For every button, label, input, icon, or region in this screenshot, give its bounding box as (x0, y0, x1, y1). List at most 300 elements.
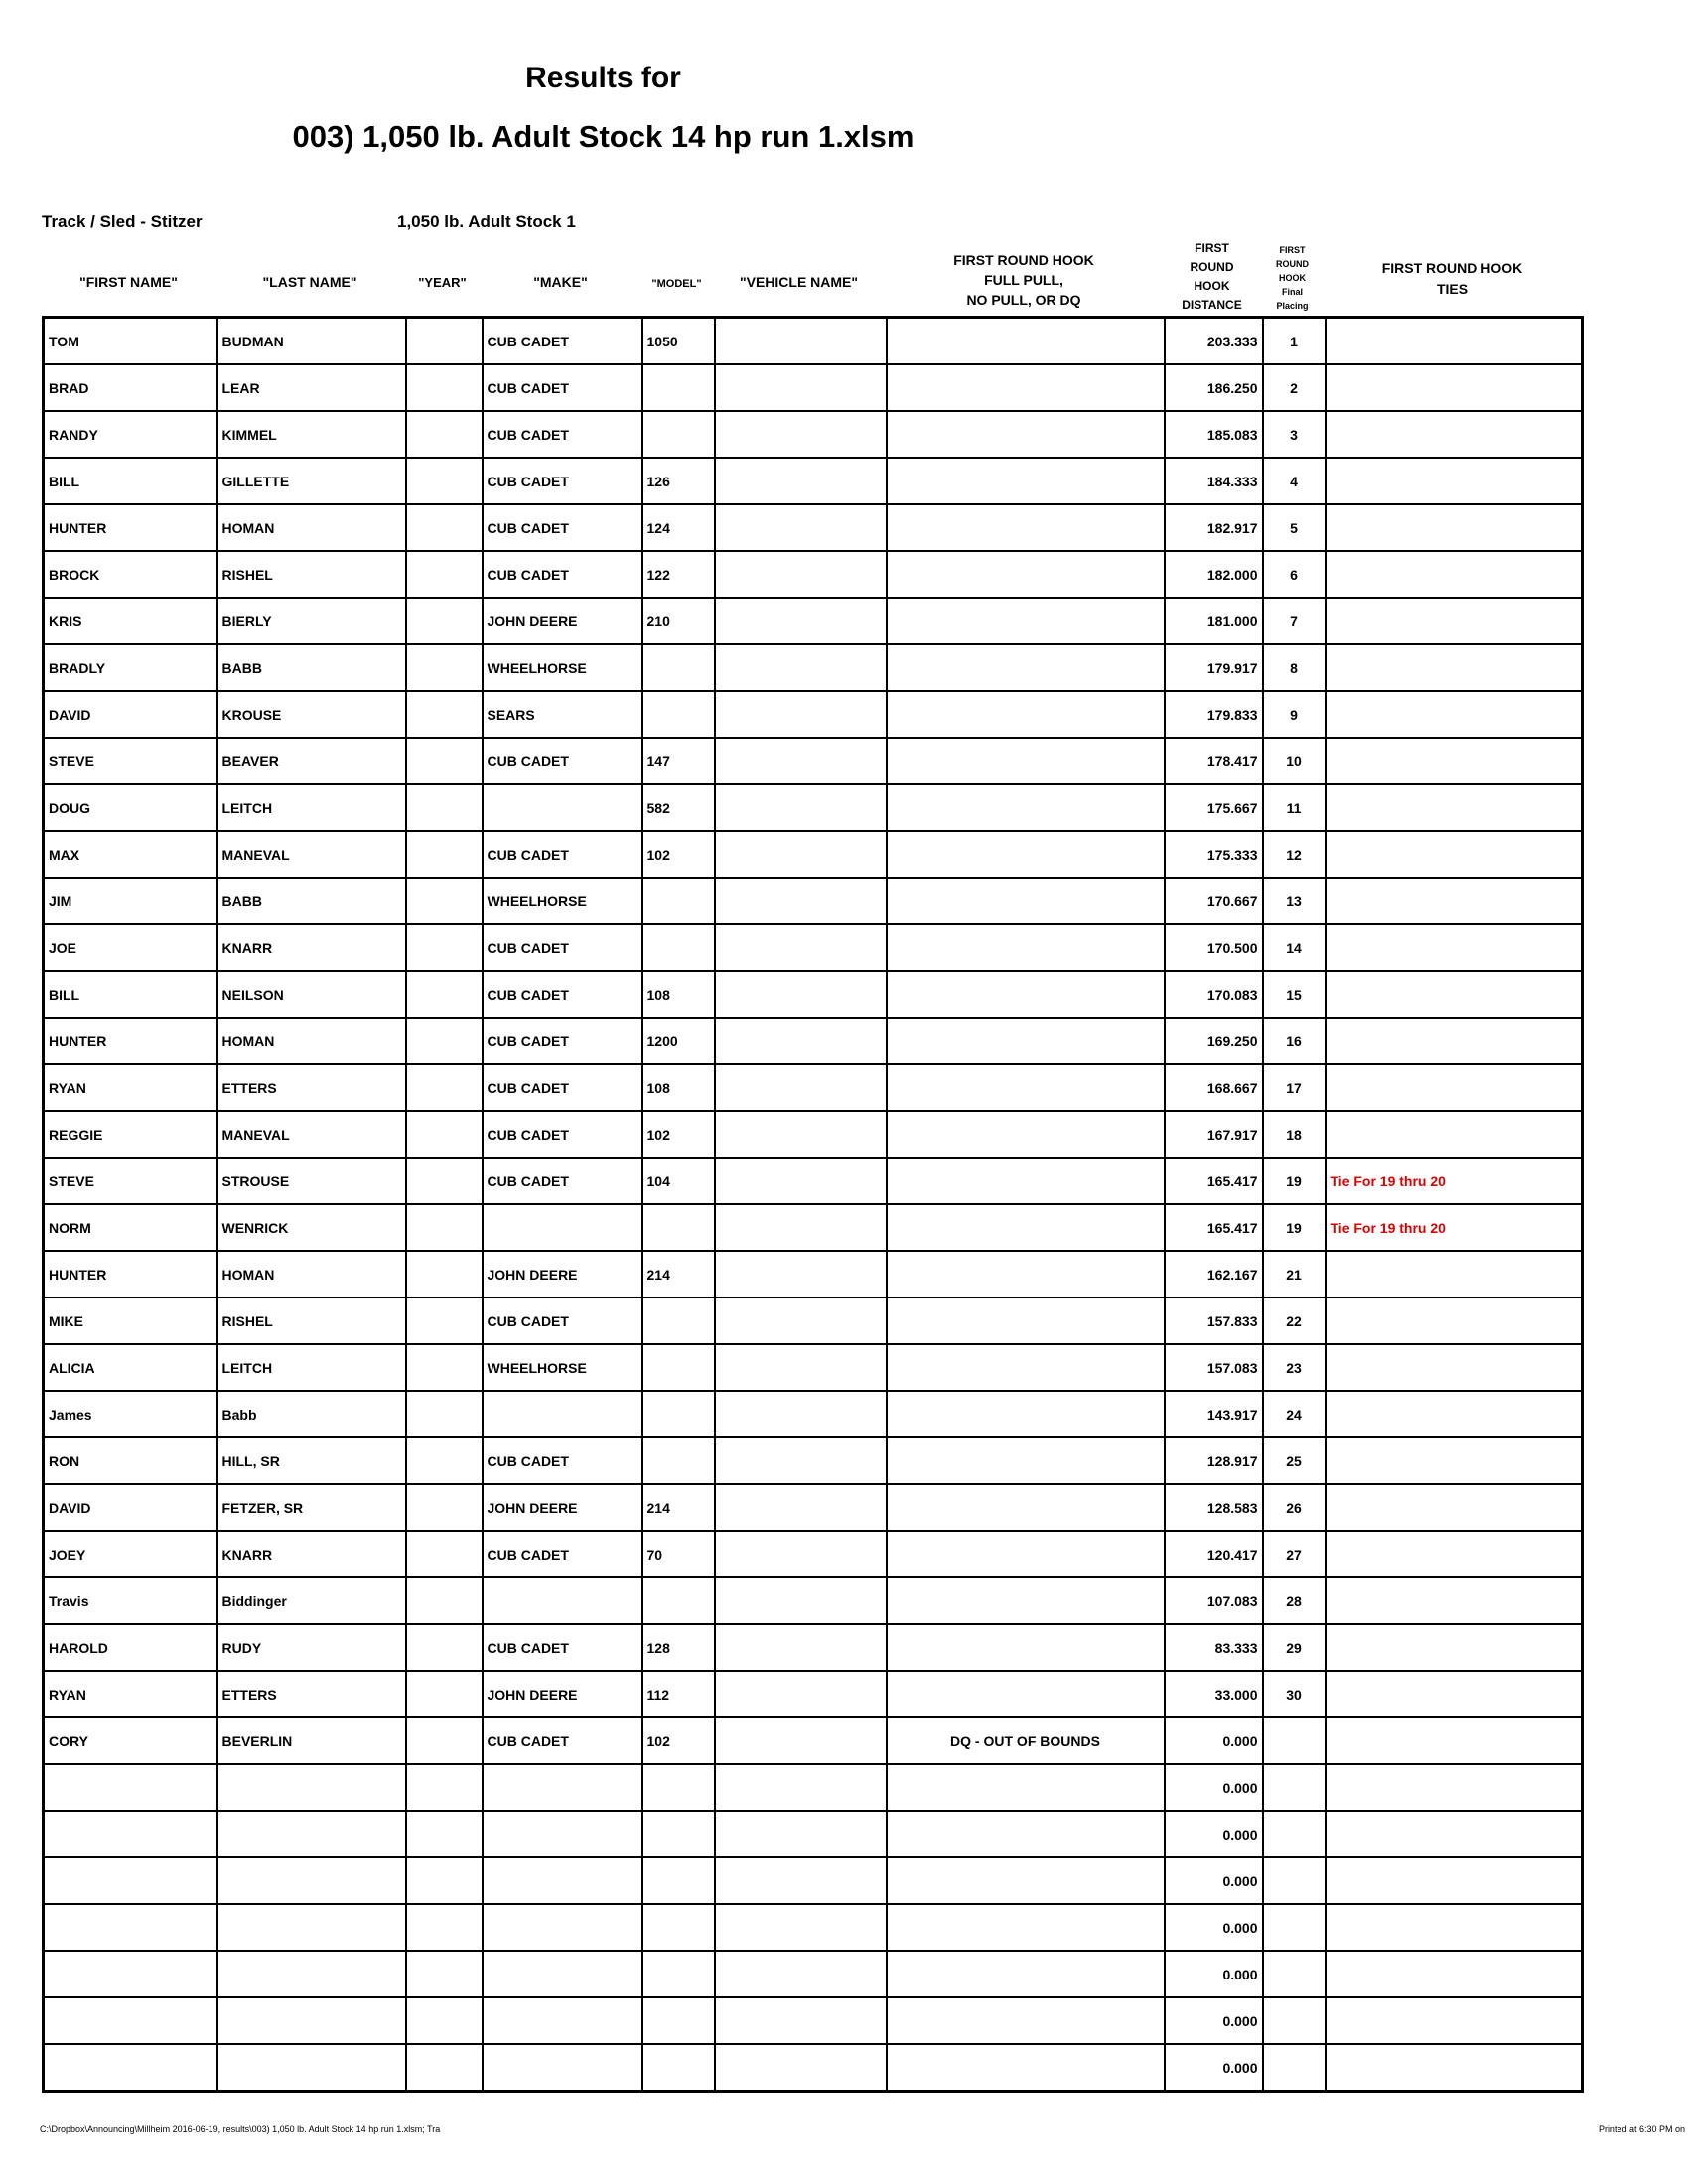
cell-place (1263, 1997, 1326, 2044)
cell-tie (1326, 411, 1583, 458)
cell-place (1263, 1904, 1326, 1951)
cell-place: 14 (1263, 924, 1326, 971)
cell-last: NEILSON (217, 971, 406, 1018)
table-row (44, 598, 1583, 644)
cell-tie (1326, 971, 1583, 1018)
cell-last: RUDY (217, 1624, 406, 1671)
cell-place: 27 (1263, 1531, 1326, 1577)
cell-model (642, 1577, 715, 1624)
cell-tie (1326, 1904, 1583, 1951)
cell-dist: 185.083 (1165, 411, 1263, 458)
cell-dist: 33.000 (1165, 1671, 1263, 1717)
cell-pull (887, 644, 1165, 691)
cell-first: RYAN (44, 1671, 217, 1717)
cell-pull (887, 1437, 1165, 1484)
cell-year (406, 1204, 483, 1251)
table-row (44, 644, 1583, 691)
cell-dist: 184.333 (1165, 458, 1263, 504)
cell-make: CUB CADET (483, 971, 642, 1018)
cell-last (217, 2044, 406, 2092)
cell-model (642, 1997, 715, 2044)
cell-place: 12 (1263, 831, 1326, 878)
cell-pull (887, 691, 1165, 738)
cell-last: BEAVER (217, 738, 406, 784)
cell-place: 9 (1263, 691, 1326, 738)
cell-last: HOMAN (217, 1251, 406, 1297)
cell-first: STEVE (44, 738, 217, 784)
cell-first (44, 1904, 217, 1951)
page-subtitle-filename: 003) 1,050 lb. Adult Stock 14 hp run 1.xlsm (292, 119, 914, 154)
cell-vehicle (715, 691, 887, 738)
cell-dist: 182.917 (1165, 504, 1263, 551)
cell-last: BABB (217, 644, 406, 691)
cell-first: JOEY (44, 1531, 217, 1577)
cell-last: GILLETTE (217, 458, 406, 504)
header-make: "MAKE" (533, 273, 588, 290)
cell-vehicle (715, 1297, 887, 1344)
cell-pull (887, 1531, 1165, 1577)
cell-year (406, 878, 483, 924)
header-distance (1163, 239, 1261, 315)
cell-vehicle (715, 458, 887, 504)
cell-first: KRIS (44, 598, 217, 644)
cell-last: HOMAN (217, 504, 406, 551)
cell-year (406, 644, 483, 691)
cell-dist: 162.167 (1165, 1251, 1263, 1297)
cell-dist: 179.833 (1165, 691, 1263, 738)
cell-year (406, 551, 483, 598)
cell-first: CORY (44, 1717, 217, 1764)
cell-make: CUB CADET (483, 1717, 642, 1764)
cell-tie (1326, 598, 1583, 644)
cell-model (642, 2044, 715, 2092)
cell-last (217, 1811, 406, 1857)
cell-first: BRAD (44, 364, 217, 411)
cell-vehicle (715, 504, 887, 551)
table-row (44, 1391, 1583, 1437)
cell-vehicle (715, 1577, 887, 1624)
cell-tie (1326, 1531, 1583, 1577)
cell-place: 7 (1263, 598, 1326, 644)
cell-model: 108 (642, 1064, 715, 1111)
cell-pull (887, 551, 1165, 598)
cell-vehicle (715, 318, 887, 365)
header-full-pull-line3: NO PULL, OR DQ (966, 292, 1081, 308)
cell-make (483, 1904, 642, 1951)
table-row (44, 1158, 1583, 1204)
cell-tie (1326, 318, 1583, 365)
cell-pull (887, 1391, 1165, 1437)
table-row (44, 1064, 1583, 1111)
cell-year (406, 1857, 483, 1904)
cell-first: DAVID (44, 1484, 217, 1531)
cell-place: 30 (1263, 1671, 1326, 1717)
cell-year (406, 738, 483, 784)
table-row (44, 1577, 1583, 1624)
cell-place: 16 (1263, 1018, 1326, 1064)
cell-tie: Tie For 19 thru 20 (1326, 1204, 1583, 1251)
cell-make (483, 1857, 642, 1904)
table-row (44, 1111, 1583, 1158)
cell-vehicle (715, 1251, 887, 1297)
cell-tie (1326, 2044, 1583, 2092)
cell-last (217, 1951, 406, 1997)
cell-year (406, 1251, 483, 1297)
cell-last: HOMAN (217, 1018, 406, 1064)
cell-first: JOE (44, 924, 217, 971)
cell-tie (1326, 1811, 1583, 1857)
header-model: "MODEL" (651, 277, 702, 290)
cell-first (44, 1811, 217, 1857)
cell-model (642, 1857, 715, 1904)
cell-pull (887, 924, 1165, 971)
cell-last: RISHEL (217, 1297, 406, 1344)
cell-tie (1326, 1251, 1583, 1297)
cell-pull (887, 598, 1165, 644)
cell-first (44, 1951, 217, 1997)
cell-year (406, 411, 483, 458)
table-row (44, 1018, 1583, 1064)
cell-tie (1326, 1624, 1583, 1671)
table-row (44, 411, 1583, 458)
cell-dist: 167.917 (1165, 1111, 1263, 1158)
table-row (44, 924, 1583, 971)
cell-make: CUB CADET (483, 1437, 642, 1484)
cell-vehicle (715, 1671, 887, 1717)
cell-vehicle (715, 1437, 887, 1484)
cell-pull (887, 1111, 1165, 1158)
cell-model: 102 (642, 1717, 715, 1764)
cell-model: 102 (642, 1111, 715, 1158)
cell-model (642, 1344, 715, 1391)
cell-tie (1326, 878, 1583, 924)
cell-model (642, 1204, 715, 1251)
cell-pull (887, 1204, 1165, 1251)
cell-vehicle (715, 1904, 887, 1951)
cell-last (217, 1997, 406, 2044)
cell-year (406, 1391, 483, 1437)
cell-make: CUB CADET (483, 364, 642, 411)
cell-make: CUB CADET (483, 831, 642, 878)
cell-first: REGGIE (44, 1111, 217, 1158)
cell-vehicle (715, 1531, 887, 1577)
cell-first: RANDY (44, 411, 217, 458)
header-vehicle-name: "VEHICLE NAME" (739, 273, 859, 290)
header-placing-line2: ROUND (1276, 259, 1309, 269)
cell-dist: 170.500 (1165, 924, 1263, 971)
cell-make: CUB CADET (483, 1111, 642, 1158)
cell-dist: 157.833 (1165, 1297, 1263, 1344)
cell-first: RYAN (44, 1064, 217, 1111)
cell-vehicle (715, 1064, 887, 1111)
cell-first (44, 1764, 217, 1811)
cell-last: Biddinger (217, 1577, 406, 1624)
header-placing-line1: FIRST (1279, 245, 1306, 255)
cell-place: 17 (1263, 1064, 1326, 1111)
cell-tie (1326, 924, 1583, 971)
page-title: Results for (525, 62, 681, 94)
cell-model (642, 1391, 715, 1437)
cell-vehicle (715, 831, 887, 878)
cell-tie: Tie For 19 thru 20 (1326, 1158, 1583, 1204)
cell-vehicle (715, 1018, 887, 1064)
cell-place: 18 (1263, 1111, 1326, 1158)
cell-tie (1326, 551, 1583, 598)
cell-dist: 0.000 (1165, 2044, 1263, 2092)
cell-place: 29 (1263, 1624, 1326, 1671)
cell-year (406, 1951, 483, 1997)
cell-first: HUNTER (44, 504, 217, 551)
header-ties (1324, 258, 1581, 300)
cell-pull (887, 1158, 1165, 1204)
cell-first: MAX (44, 831, 217, 878)
cell-model (642, 1811, 715, 1857)
header-distance-line3: HOOK (1194, 279, 1230, 293)
cell-last: STROUSE (217, 1158, 406, 1204)
cell-pull (887, 1811, 1165, 1857)
cell-vehicle (715, 364, 887, 411)
table-row (44, 1904, 1583, 1951)
cell-vehicle (715, 1811, 887, 1857)
cell-make (483, 1204, 642, 1251)
table-row (44, 1251, 1583, 1297)
cell-last: WENRICK (217, 1204, 406, 1251)
cell-year (406, 1904, 483, 1951)
cell-pull (887, 1997, 1165, 2044)
cell-place: 6 (1263, 551, 1326, 598)
table-row (44, 1344, 1583, 1391)
cell-pull: DQ - OUT OF BOUNDS (887, 1717, 1165, 1764)
cell-first: BRADLY (44, 644, 217, 691)
cell-vehicle (715, 738, 887, 784)
cell-make: WHEELHORSE (483, 644, 642, 691)
cell-dist: 0.000 (1165, 1997, 1263, 2044)
cell-year (406, 1111, 483, 1158)
cell-vehicle (715, 1111, 887, 1158)
cell-model: 102 (642, 831, 715, 878)
table-row (44, 878, 1583, 924)
cell-last: MANEVAL (217, 1111, 406, 1158)
cell-vehicle (715, 1717, 887, 1764)
cell-make (483, 1764, 642, 1811)
cell-place (1263, 1717, 1326, 1764)
cell-place: 2 (1263, 364, 1326, 411)
cell-place: 13 (1263, 878, 1326, 924)
cell-place (1263, 1764, 1326, 1811)
header-full-pull-line2: FULL PULL, (984, 272, 1063, 288)
cell-first: Travis (44, 1577, 217, 1624)
cell-place: 23 (1263, 1344, 1326, 1391)
cell-pull (887, 1297, 1165, 1344)
cell-first: DOUG (44, 784, 217, 831)
cell-make: JOHN DEERE (483, 1251, 642, 1297)
cell-last: ETTERS (217, 1064, 406, 1111)
table-row (44, 971, 1583, 1018)
cell-make (483, 2044, 642, 2092)
cell-pull (887, 1064, 1165, 1111)
table-row (44, 1531, 1583, 1577)
cell-vehicle (715, 2044, 887, 2092)
cell-model (642, 1904, 715, 1951)
cell-last: BEVERLIN (217, 1717, 406, 1764)
cell-make (483, 1951, 642, 1997)
cell-model: 70 (642, 1531, 715, 1577)
cell-pull (887, 738, 1165, 784)
cell-make (483, 1391, 642, 1437)
cell-make: CUB CADET (483, 924, 642, 971)
cell-place: 3 (1263, 411, 1326, 458)
table-row (44, 1484, 1583, 1531)
cell-last: KNARR (217, 1531, 406, 1577)
cell-pull (887, 1484, 1165, 1531)
header-ties-line1: FIRST ROUND HOOK (1381, 260, 1523, 276)
cell-dist: 143.917 (1165, 1391, 1263, 1437)
cell-last: HILL, SR (217, 1437, 406, 1484)
cell-vehicle (715, 1204, 887, 1251)
cell-first: RON (44, 1437, 217, 1484)
header-year: "YEAR" (418, 274, 467, 290)
cell-dist: 170.083 (1165, 971, 1263, 1018)
header-full-pull (885, 250, 1163, 310)
cell-place: 8 (1263, 644, 1326, 691)
cell-last: ETTERS (217, 1671, 406, 1717)
cell-dist: 179.917 (1165, 644, 1263, 691)
cell-last: BABB (217, 878, 406, 924)
cell-place: 28 (1263, 1577, 1326, 1624)
cell-vehicle (715, 1857, 887, 1904)
table-row (44, 1437, 1583, 1484)
cell-tie (1326, 644, 1583, 691)
cell-vehicle (715, 1997, 887, 2044)
cell-last (217, 1764, 406, 1811)
cell-dist: 175.667 (1165, 784, 1263, 831)
cell-pull (887, 1904, 1165, 1951)
cell-tie (1326, 1717, 1583, 1764)
cell-vehicle (715, 1764, 887, 1811)
cell-year (406, 1018, 483, 1064)
cell-place: 1 (1263, 318, 1326, 365)
cell-place: 22 (1263, 1297, 1326, 1344)
cell-dist: 83.333 (1165, 1624, 1263, 1671)
cell-pull (887, 1857, 1165, 1904)
cell-year (406, 971, 483, 1018)
cell-pull (887, 1577, 1165, 1624)
cell-tie (1326, 784, 1583, 831)
footer-printed-time: Printed at 6:30 PM on (1598, 2124, 1685, 2134)
cell-tie (1326, 504, 1583, 551)
cell-make: JOHN DEERE (483, 1671, 642, 1717)
table-row (44, 1717, 1583, 1764)
cell-model (642, 1764, 715, 1811)
cell-place (1263, 1951, 1326, 1997)
cell-make: CUB CADET (483, 318, 642, 365)
cell-dist: 182.000 (1165, 551, 1263, 598)
cell-year (406, 831, 483, 878)
cell-last: BIERLY (217, 598, 406, 644)
cell-place: 19 (1263, 1158, 1326, 1204)
header-distance-line2: ROUND (1190, 260, 1234, 274)
cell-dist: 178.417 (1165, 738, 1263, 784)
cell-year (406, 924, 483, 971)
cell-place: 21 (1263, 1251, 1326, 1297)
cell-year (406, 1437, 483, 1484)
cell-tie (1326, 1437, 1583, 1484)
cell-make: CUB CADET (483, 458, 642, 504)
cell-tie (1326, 1997, 1583, 2044)
cell-make (483, 784, 642, 831)
cell-first: ALICIA (44, 1344, 217, 1391)
cell-dist: 181.000 (1165, 598, 1263, 644)
results-table-body (44, 318, 1583, 2092)
cell-year (406, 1297, 483, 1344)
cell-year (406, 1624, 483, 1671)
cell-year (406, 1064, 483, 1111)
cell-make: CUB CADET (483, 1531, 642, 1577)
cell-vehicle (715, 784, 887, 831)
header-last-name: "LAST NAME" (262, 273, 357, 290)
cell-make: JOHN DEERE (483, 598, 642, 644)
cell-year (406, 504, 483, 551)
cell-place: 11 (1263, 784, 1326, 831)
cell-model: 112 (642, 1671, 715, 1717)
cell-last: KIMMEL (217, 411, 406, 458)
cell-year (406, 364, 483, 411)
cell-make (483, 1811, 642, 1857)
cell-pull (887, 1951, 1165, 1997)
cell-tie (1326, 1391, 1583, 1437)
cell-dist: 186.250 (1165, 364, 1263, 411)
cell-pull (887, 1251, 1165, 1297)
header-distance-line4: DISTANCE (1182, 298, 1242, 312)
cell-vehicle (715, 598, 887, 644)
cell-pull (887, 971, 1165, 1018)
table-header-row (42, 224, 1581, 316)
cell-dist: 128.583 (1165, 1484, 1263, 1531)
table-row (44, 1951, 1583, 1997)
table-row (44, 458, 1583, 504)
cell-vehicle (715, 878, 887, 924)
cell-first (44, 2044, 217, 2092)
cell-first: BROCK (44, 551, 217, 598)
cell-year (406, 1531, 483, 1577)
cell-year (406, 1158, 483, 1204)
cell-tie (1326, 1857, 1583, 1904)
cell-tie (1326, 1671, 1583, 1717)
cell-last (217, 1904, 406, 1951)
cell-first: TOM (44, 318, 217, 365)
cell-dist: 0.000 (1165, 1857, 1263, 1904)
cell-year (406, 1344, 483, 1391)
cell-vehicle (715, 1624, 887, 1671)
cell-pull (887, 831, 1165, 878)
table-row (44, 1297, 1583, 1344)
cell-pull (887, 504, 1165, 551)
cell-dist: 0.000 (1165, 1904, 1263, 1951)
cell-last: LEITCH (217, 784, 406, 831)
cell-pull (887, 411, 1165, 458)
cell-tie (1326, 1111, 1583, 1158)
cell-place: 19 (1263, 1204, 1326, 1251)
table-row (44, 1204, 1583, 1251)
cell-tie (1326, 831, 1583, 878)
cell-place (1263, 1857, 1326, 1904)
cell-make: CUB CADET (483, 1297, 642, 1344)
table-row (44, 691, 1583, 738)
cell-model: 210 (642, 598, 715, 644)
cell-model: 108 (642, 971, 715, 1018)
cell-tie (1326, 1764, 1583, 1811)
cell-first: James (44, 1391, 217, 1437)
